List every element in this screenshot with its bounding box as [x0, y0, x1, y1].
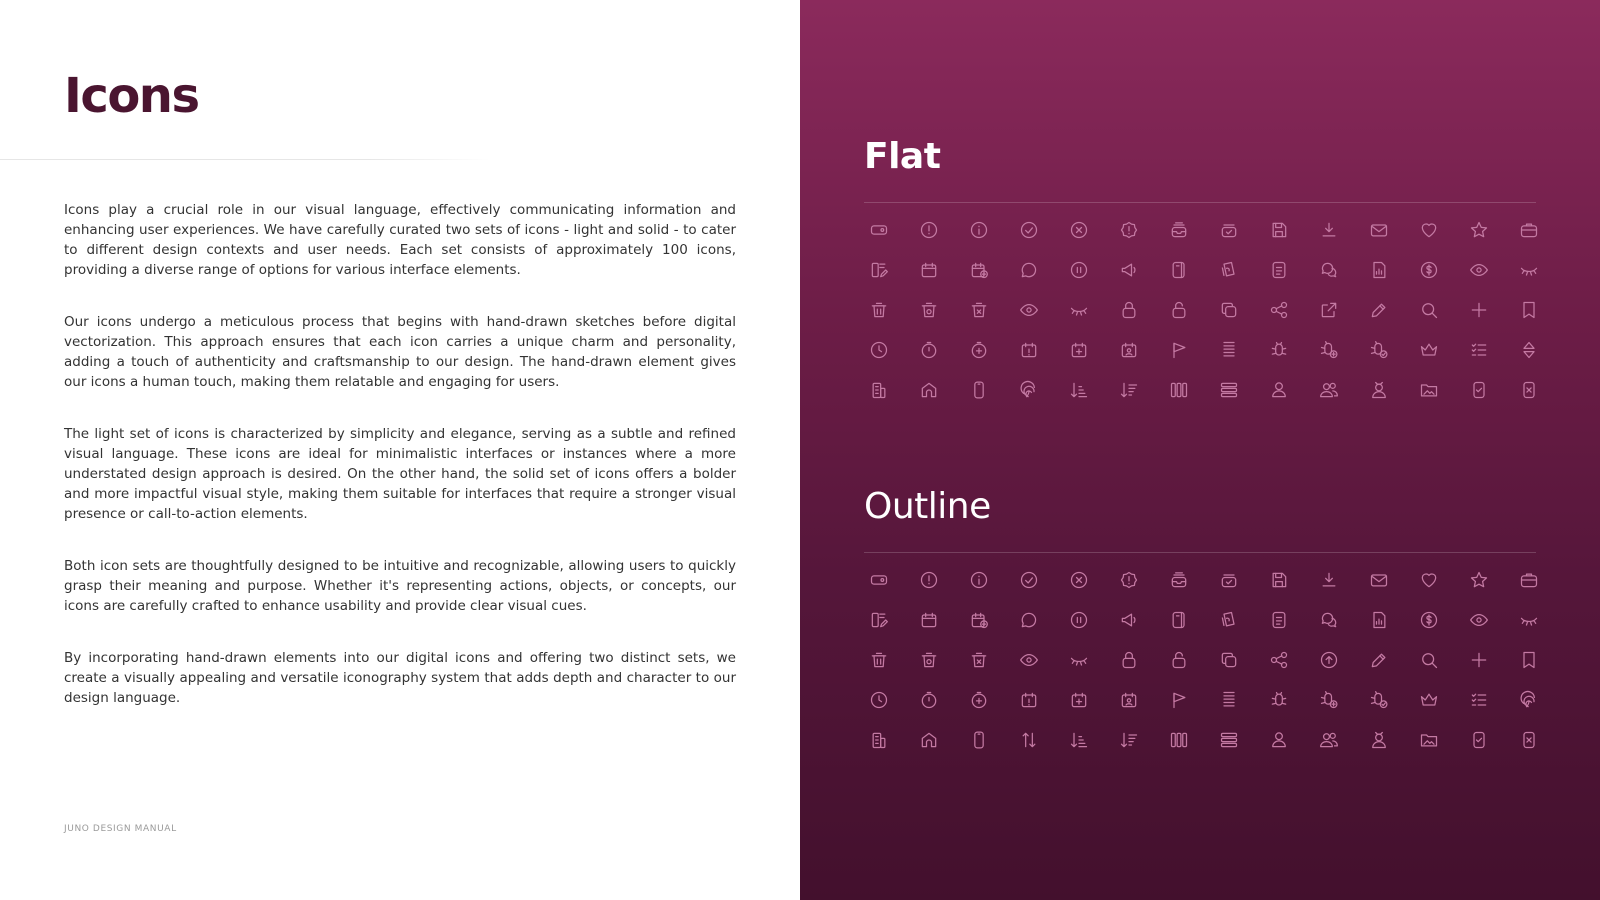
outline-section-title: Outline [864, 486, 991, 527]
user-badge-icon [1354, 720, 1404, 760]
calendar-plus-icon [1054, 330, 1104, 370]
calendar-alert-icon [1004, 330, 1054, 370]
timer-icon [904, 680, 954, 720]
unlock-icon [1154, 640, 1204, 680]
download-icon [1304, 560, 1354, 600]
bug-check-icon [1354, 680, 1404, 720]
paragraph-1: Icons play a crucial role in our visual language, effectively communicating information and enhancing user experiences. We have carefully curated two sets of icons - light and solid - to cater to different design contexts and user needs. Each set consists of approximately 100 icons, providing a diverse range of options for various interface elements. [64, 202, 736, 278]
info-circle-icon [954, 560, 1004, 600]
share-icon [1254, 640, 1304, 680]
unlock-icon [1154, 290, 1204, 330]
rows-icon [1204, 720, 1254, 760]
inbox-check-icon [1204, 210, 1254, 250]
copy-icon [1204, 290, 1254, 330]
calendar-user-icon [1104, 330, 1154, 370]
device-cancel-icon [1504, 370, 1554, 410]
document-icon [1254, 250, 1304, 290]
calendar-user-icon [1104, 680, 1154, 720]
inbox-stack-icon [1154, 560, 1204, 600]
paragraph-5: By incorporating hand-drawn elements into our digital icons and offering two distinct sets, we create a visually appealing and versatile iconography system that adds depth and character to our design language. [64, 650, 736, 706]
flag-icon [1154, 330, 1204, 370]
rows-icon [1204, 370, 1254, 410]
search-icon [1404, 640, 1454, 680]
page-title: Icons [64, 68, 199, 124]
calendar-add-icon [954, 250, 1004, 290]
eye-icon [1454, 600, 1504, 640]
check-circle-icon [1004, 560, 1054, 600]
pause-circle-icon [1054, 250, 1104, 290]
bug-check-icon [1354, 330, 1404, 370]
share-out-icon [1304, 290, 1354, 330]
copy-icon [1204, 640, 1254, 680]
home-icon [904, 720, 954, 760]
building-icon [854, 370, 904, 410]
outline-divider [864, 552, 1536, 553]
notebook-icon [1154, 250, 1204, 290]
alert-badge-icon [1104, 210, 1154, 250]
bug-icon [1254, 680, 1304, 720]
chat-bubbles-icon [1304, 250, 1354, 290]
plus-icon [1454, 290, 1504, 330]
sort-asc-icon [1054, 720, 1104, 760]
timer-add-icon [954, 330, 1004, 370]
save-icon [1254, 210, 1304, 250]
calendar-alert-icon [1004, 680, 1054, 720]
fingerprint-icon [1504, 680, 1554, 720]
eye-closed-icon [1054, 640, 1104, 680]
plus-icon [1454, 640, 1504, 680]
trash-cancel-icon [954, 290, 1004, 330]
upload-circle-icon [1304, 640, 1354, 680]
megaphone-icon [1104, 600, 1154, 640]
heart-icon [1404, 210, 1454, 250]
sort-vertical-icon [1504, 330, 1554, 370]
timer-icon [904, 330, 954, 370]
notebook-icon [1154, 600, 1204, 640]
paragraph-3: The light set of icons is characterized by simplicity and elegance, serving as a subtle and refined visual language. These icons are ideal for minimalistic interfaces or instances where a more understated design approach is desired. On the other hand, the solid set of icons offers a bolder and more impactful visual style, making them suitable for interfaces that require a stronger visual presence or call-to-action elements. [64, 426, 736, 522]
star-icon [1454, 210, 1504, 250]
chat-bubbles-icon [1304, 600, 1354, 640]
dollar-circle-icon [1404, 600, 1454, 640]
alert-circle-icon [904, 210, 954, 250]
mail-icon [1354, 560, 1404, 600]
list-align-icon [1204, 680, 1254, 720]
clock-icon [854, 330, 904, 370]
device-cancel-icon [1504, 720, 1554, 760]
calendar-icon [904, 250, 954, 290]
calendar-add-icon [954, 600, 1004, 640]
eye-closed-icon [1504, 600, 1554, 640]
calendar-icon [904, 600, 954, 640]
heart-icon [1404, 560, 1454, 600]
crown-icon [1404, 680, 1454, 720]
trash-view-icon [904, 290, 954, 330]
phone-icon [954, 370, 1004, 410]
calendar-plus-icon [1054, 680, 1104, 720]
trash-icon [854, 290, 904, 330]
flat-icon-grid [854, 210, 1554, 410]
pause-circle-icon [1054, 600, 1104, 640]
footer-label: JUNO DESIGN MANUAL [64, 824, 177, 834]
paragraph-4: Both icon sets are thoughtfully designed to be intuitive and recognizable, allowing users to quickly grasp their meaning and purpose. Whether it's representing actions, objects, or concepts, our icons are carefully crafted to enhance usability and provide clear visual cues. [64, 558, 736, 614]
sort-vertical-arrows-icon [1004, 720, 1054, 760]
eye-closed-icon [1054, 290, 1104, 330]
outline-icon-grid [854, 560, 1554, 760]
chat-bubble-icon [1004, 600, 1054, 640]
device-check-icon [1454, 370, 1504, 410]
trash-cancel-icon [954, 640, 1004, 680]
dollar-circle-icon [1404, 250, 1454, 290]
checklist-icon [1454, 330, 1504, 370]
bookmark-icon [1504, 290, 1554, 330]
report-icon [1354, 250, 1404, 290]
building-icon [854, 720, 904, 760]
tag-icon [854, 560, 904, 600]
bug-icon [1254, 330, 1304, 370]
paragraph-2: Our icons undergo a meticulous process that begins with hand-drawn sketches before digital vectorization. This approach ensures that each icon carries a unique charm and personality, adding a touch of authenticity and craftsmanship to our design. The hand-drawn element gives our icons a human touch, making them relatable and engaging for users. [64, 314, 736, 390]
pencil-icon [1354, 290, 1404, 330]
info-circle-icon [954, 210, 1004, 250]
clock-icon [854, 680, 904, 720]
tag-icon [854, 210, 904, 250]
flag-icon [1154, 680, 1204, 720]
crown-icon [1404, 330, 1454, 370]
users-icon [1304, 370, 1354, 410]
briefcase-icon [1504, 560, 1554, 600]
trash-view-icon [904, 640, 954, 680]
columns-icon [1154, 370, 1204, 410]
dashboard-edit-icon [854, 250, 904, 290]
timer-add-icon [954, 680, 1004, 720]
pencil-icon [1354, 640, 1404, 680]
eye-icon [1004, 290, 1054, 330]
lock-icon [1104, 290, 1154, 330]
report-icon [1354, 600, 1404, 640]
megaphone-icon [1104, 250, 1154, 290]
icon-showcase-panel [800, 0, 1600, 900]
download-icon [1304, 210, 1354, 250]
document-icon [1254, 600, 1304, 640]
folder-image-icon [1404, 720, 1454, 760]
list-align-icon [1204, 330, 1254, 370]
title-divider [0, 159, 490, 160]
inbox-stack-icon [1154, 210, 1204, 250]
chat-bubble-icon [1004, 250, 1054, 290]
device-check-icon [1454, 720, 1504, 760]
sort-desc-icon [1104, 370, 1154, 410]
trash-icon [854, 640, 904, 680]
body-text [64, 200, 736, 740]
gift-cards-icon [1204, 250, 1254, 290]
eye-icon [1454, 250, 1504, 290]
inbox-check-icon [1204, 560, 1254, 600]
search-icon [1404, 290, 1454, 330]
user-badge-icon [1354, 370, 1404, 410]
lock-icon [1104, 640, 1154, 680]
folder-image-icon [1404, 370, 1454, 410]
mail-icon [1354, 210, 1404, 250]
users-icon [1304, 720, 1354, 760]
bookmark-icon [1504, 640, 1554, 680]
save-icon [1254, 560, 1304, 600]
check-circle-icon [1004, 210, 1054, 250]
close-circle-icon [1054, 560, 1104, 600]
phone-icon [954, 720, 1004, 760]
user-icon [1254, 370, 1304, 410]
briefcase-icon [1504, 210, 1554, 250]
eye-icon [1004, 640, 1054, 680]
close-circle-icon [1054, 210, 1104, 250]
star-icon [1454, 560, 1504, 600]
flat-section-title: Flat [864, 136, 941, 177]
home-icon [904, 370, 954, 410]
share-icon [1254, 290, 1304, 330]
fingerprint-icon [1004, 370, 1054, 410]
dashboard-edit-icon [854, 600, 904, 640]
sort-desc-icon [1104, 720, 1154, 760]
checklist-icon [1454, 680, 1504, 720]
eye-closed-icon [1504, 250, 1554, 290]
alert-circle-icon [904, 560, 954, 600]
bug-add-icon [1304, 330, 1354, 370]
bug-add-icon [1304, 680, 1354, 720]
flat-divider [864, 202, 1536, 203]
sort-asc-icon [1054, 370, 1104, 410]
gift-cards-icon [1204, 600, 1254, 640]
user-icon [1254, 720, 1304, 760]
alert-badge-icon [1104, 560, 1154, 600]
columns-icon [1154, 720, 1204, 760]
